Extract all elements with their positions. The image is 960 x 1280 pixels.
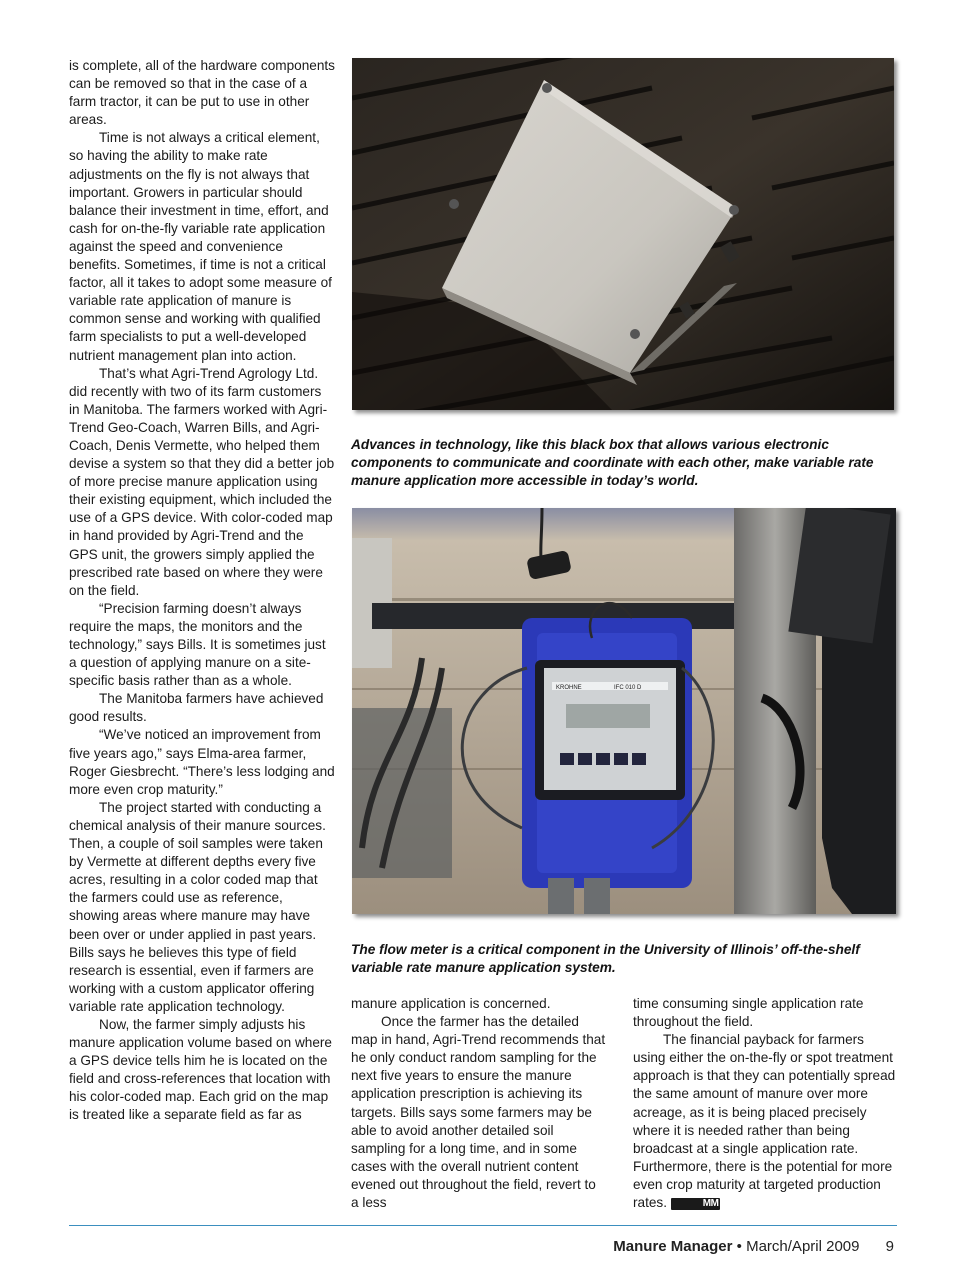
- magazine-name: Manure Manager: [613, 1238, 733, 1255]
- paragraph: The project started with conducting a chemical analysis of their manure sources. Then, a couple of soil samples were taken by Vermette at different depths every five acres, resulting in a color coded map that the farmers could use as reference, showing areas where manure may have been over or under applied in past years. Bills says he believes this type of field research is essential, even if farmers are working with a custom applicator offering variable rate application technology.: [69, 799, 326, 1014]
- meter-model-label: IFC 010 D: [614, 685, 642, 691]
- end-mark-logo: MM: [671, 1198, 721, 1210]
- paragraph: [633, 1031, 899, 1212]
- paragraph: time consuming single application rate throughout the field.: [633, 996, 864, 1030]
- figure-caption: The flow meter is a critical component in the University of Illinois’ off-the-shelf variable rate manure application system.: [351, 942, 860, 975]
- paragraph: Time is not always a critical element, so having the ability to make rate adjustments on the fly is not always that important. Growers in particular should balance their investment in time, effort, and cash for on-the-fly variable rate application against the speed and convenience benefits. Sometimes, if time is not a critical factor, all it takes to adopt some measure of variable rate application of manure is common sense and working with qualified farm specialists to put a well-developed nutrient management plan into action.: [69, 130, 332, 363]
- footer-rule: [69, 1225, 897, 1226]
- paragraph: manure application is concerned.: [351, 996, 551, 1011]
- footer-separator: •: [736, 1238, 742, 1255]
- page-number: 9: [885, 1238, 894, 1255]
- black-box-photo: [352, 58, 894, 410]
- paragraph-text: The financial payback for farmers using either the on-the-fly or spot treatment approach is that they can potentially spread the same amount of manure over more acreage, as it is being placed precisely where it is needed rather than being broadcast at a single application rate. Furthermore, there is the potential for more even crop maturity at targeted production rates.: [633, 1032, 896, 1211]
- paragraph: Once the farmer has the detailed map in hand, Agri-Trend recommends that he only conduct random sampling for the next five years to ensure the manure application prescription is achieving its targets. Bills says some farmers may be able to avoid another detailed soil sampling for a long time, and in some cases with the overall nutrient content evened out throughout the field, revert to a less: [351, 1014, 606, 1211]
- paragraph: “Precision farming doesn’t always require the maps, the monitors and the technology,” says Bills. It is sometimes just a question of applying manure on a site-specific basis rather than as a whole.: [69, 600, 326, 689]
- flow-meter-photo: [352, 508, 896, 914]
- figure-caption: Advances in technology, like this black box that allows various electronic components to communicate and coordinate with each other, make variable rate manure application more accessible in today’s world.: [351, 437, 874, 488]
- paragraph: The Manitoba farmers have achieved good results.: [69, 691, 324, 725]
- article-column-middle: [351, 995, 606, 1212]
- issue-date: March/April 2009: [746, 1238, 860, 1255]
- paragraph: is complete, all of the hardware components can be removed so that in the case of a farm tractor, it can be put to use in other areas.: [69, 58, 335, 128]
- article-column-right: [633, 995, 899, 1212]
- page-footer: [613, 1238, 894, 1255]
- article-column-left: [69, 57, 335, 1125]
- paragraph: “We’ve noticed an improvement from five years ago,” says Elma-area farmer, Roger Giesbrecht. “There’s less lodging and more even crop maturity.”: [69, 727, 335, 797]
- paragraph: Now, the farmer simply adjusts his manure application volume based on where a GPS device tells him he is located on the field and cross-references that location with his color-coded map. Each grid on the map is treated like a separate field as far as: [69, 1016, 332, 1123]
- meter-brand-label: KROHNE: [556, 685, 582, 691]
- paragraph: That’s what Agri-Trend Agrology Ltd. did recently with two of its farm customers in Manitoba. The farmers worked with Agri-Trend Geo-Coach, Warren Bills, and Agri-Coach, Denis Vermette, who helped them devise a system so that they did a better job of more precise manure application using their existing equipment, which included the use of a GPS device. With color-coded map in hand provided by Agri-Trend and the GPS unit, the growers simply applied the prescribed rate based on where they were on the field.: [69, 365, 335, 598]
